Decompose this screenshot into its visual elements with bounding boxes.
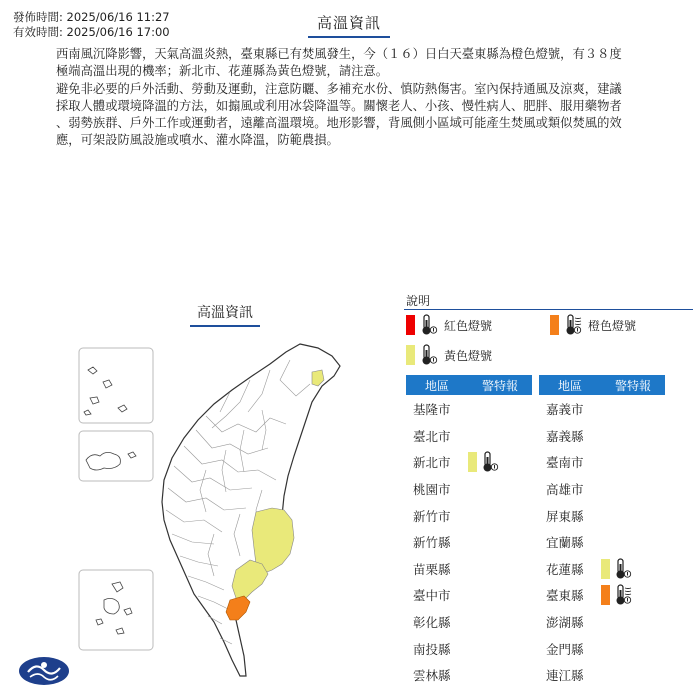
taiwan-map bbox=[0, 320, 400, 700]
warning-indicator bbox=[601, 584, 632, 606]
area-name: 雲林縣 bbox=[413, 668, 451, 684]
table-row bbox=[539, 582, 665, 609]
table-row bbox=[539, 635, 665, 662]
warning-table-right bbox=[539, 375, 665, 689]
desc-line: 西南風沉降影響，天氣高溫炎熱，臺東縣已有焚風發生，今（１６）日白天臺東縣為橙色燈號，有３８度 bbox=[56, 47, 622, 61]
table-row bbox=[539, 423, 665, 450]
table-row bbox=[406, 449, 532, 476]
area-name: 花蓮縣 bbox=[546, 561, 584, 577]
description-paragraph-1 bbox=[56, 46, 646, 80]
legend-yellow bbox=[406, 344, 492, 366]
inset-box-matsu bbox=[79, 348, 153, 423]
legend-red-label: 紅色燈號 bbox=[444, 318, 493, 333]
area-name: 金門縣 bbox=[546, 641, 584, 657]
area-name: 嘉義縣 bbox=[546, 428, 584, 444]
table-row bbox=[539, 502, 665, 529]
page-title: 高溫資訊 bbox=[308, 12, 390, 38]
description-paragraph-2 bbox=[56, 81, 646, 149]
area-name: 桃園市 bbox=[413, 482, 451, 498]
area-name: 屏東縣 bbox=[546, 508, 584, 524]
area-name: 高雄市 bbox=[546, 482, 584, 498]
desc-line: 極端高溫出現的機率；新北市、花蓮縣為黃色燈號，請注意。 bbox=[56, 64, 389, 78]
issue-time: 2025/06/16 11:27 bbox=[66, 10, 170, 24]
thermometer-icon bbox=[481, 451, 499, 473]
warning-indicator bbox=[601, 558, 632, 580]
table-row bbox=[406, 662, 532, 689]
issue-time-label: 發佈時間: bbox=[13, 10, 63, 24]
legend-orange bbox=[550, 314, 636, 336]
legend-orange-label: 橙色燈號 bbox=[588, 318, 637, 333]
col-area-header: 地區 bbox=[424, 378, 449, 393]
area-name: 宜蘭縣 bbox=[546, 535, 584, 551]
yellow-swatch bbox=[406, 345, 415, 365]
orange-swatch bbox=[550, 315, 559, 335]
table-row bbox=[406, 609, 532, 636]
desc-line: 避免非必要的戶外活動、勞動及運動，注意防曬、多補充水份、慎防熱傷害。室內保持通風及涼爽，建議 bbox=[56, 82, 622, 96]
col-warning-header: 警特報 bbox=[614, 378, 651, 393]
table-row bbox=[539, 396, 665, 423]
area-name: 連江縣 bbox=[546, 668, 584, 684]
legend-divider bbox=[404, 309, 693, 310]
area-name: 臺中市 bbox=[413, 588, 451, 604]
desc-line: 應，可架設防風設施或噴水、灌水降溫，防範農損。 bbox=[56, 133, 339, 147]
table-header bbox=[539, 375, 665, 395]
table-row bbox=[539, 556, 665, 583]
area-name: 基隆市 bbox=[413, 402, 451, 418]
table-rows-left bbox=[406, 396, 532, 689]
map-title: 高溫資訊 bbox=[190, 302, 260, 327]
warning-indicator bbox=[468, 451, 499, 473]
col-warning-header: 警特報 bbox=[481, 378, 518, 393]
taiwan-main-island bbox=[162, 344, 340, 676]
thermometer-icon bbox=[614, 558, 632, 580]
legend-yellow-label: 黃色燈號 bbox=[444, 348, 493, 363]
table-row bbox=[539, 449, 665, 476]
table-row bbox=[406, 423, 532, 450]
area-name: 苗栗縣 bbox=[413, 561, 451, 577]
legend-red bbox=[406, 314, 492, 336]
table-row bbox=[406, 529, 532, 556]
area-name: 臺東縣 bbox=[546, 588, 584, 604]
thermometer-icon bbox=[420, 344, 438, 366]
desc-line: 、弱勢族群、戶外工作或運動者，遠離高溫環境。地形影響，背風側小區域可能產生焚風或類似焚風的效 bbox=[56, 116, 622, 130]
area-name: 南投縣 bbox=[413, 641, 451, 657]
valid-time: 2025/06/16 17:00 bbox=[66, 25, 170, 39]
table-row bbox=[406, 396, 532, 423]
table-header bbox=[406, 375, 532, 395]
table-row bbox=[539, 662, 665, 689]
table-row bbox=[406, 476, 532, 503]
table-row bbox=[406, 582, 532, 609]
warning-table-left bbox=[406, 375, 532, 689]
desc-line: 採取人體或環境降溫的方法，如搧風或利用冰袋降溫等。關懷老人、小孩、慢性病人、肥胖、服用藥物者 bbox=[56, 99, 622, 113]
area-name: 彰化縣 bbox=[413, 615, 451, 631]
warning-swatch bbox=[468, 452, 477, 472]
description bbox=[56, 46, 646, 150]
cwa-logo bbox=[18, 656, 70, 686]
warning-swatch bbox=[601, 585, 610, 605]
area-name: 臺南市 bbox=[546, 455, 584, 471]
warning-swatch bbox=[601, 559, 610, 579]
area-name: 新竹市 bbox=[413, 508, 451, 524]
table-row bbox=[406, 556, 532, 583]
table-row bbox=[406, 635, 532, 662]
table-row bbox=[539, 476, 665, 503]
area-name: 新竹縣 bbox=[413, 535, 451, 551]
table-row bbox=[539, 529, 665, 556]
valid-time-label: 有效時間: bbox=[13, 25, 63, 39]
area-name: 澎湖縣 bbox=[546, 615, 584, 631]
thermometer-wind-icon bbox=[614, 584, 632, 606]
table-rows-right bbox=[539, 396, 665, 689]
area-name: 臺北市 bbox=[413, 428, 451, 444]
area-name: 嘉義市 bbox=[546, 402, 584, 418]
thermometer-wind-icon bbox=[564, 314, 582, 336]
area-name: 新北市 bbox=[413, 455, 451, 471]
legend-title: 說明 bbox=[406, 294, 431, 308]
red-swatch bbox=[406, 315, 415, 335]
header-meta bbox=[13, 10, 170, 40]
col-area-header: 地區 bbox=[557, 378, 582, 393]
thermometer-icon bbox=[420, 314, 438, 336]
table-row bbox=[406, 502, 532, 529]
table-row bbox=[539, 609, 665, 636]
